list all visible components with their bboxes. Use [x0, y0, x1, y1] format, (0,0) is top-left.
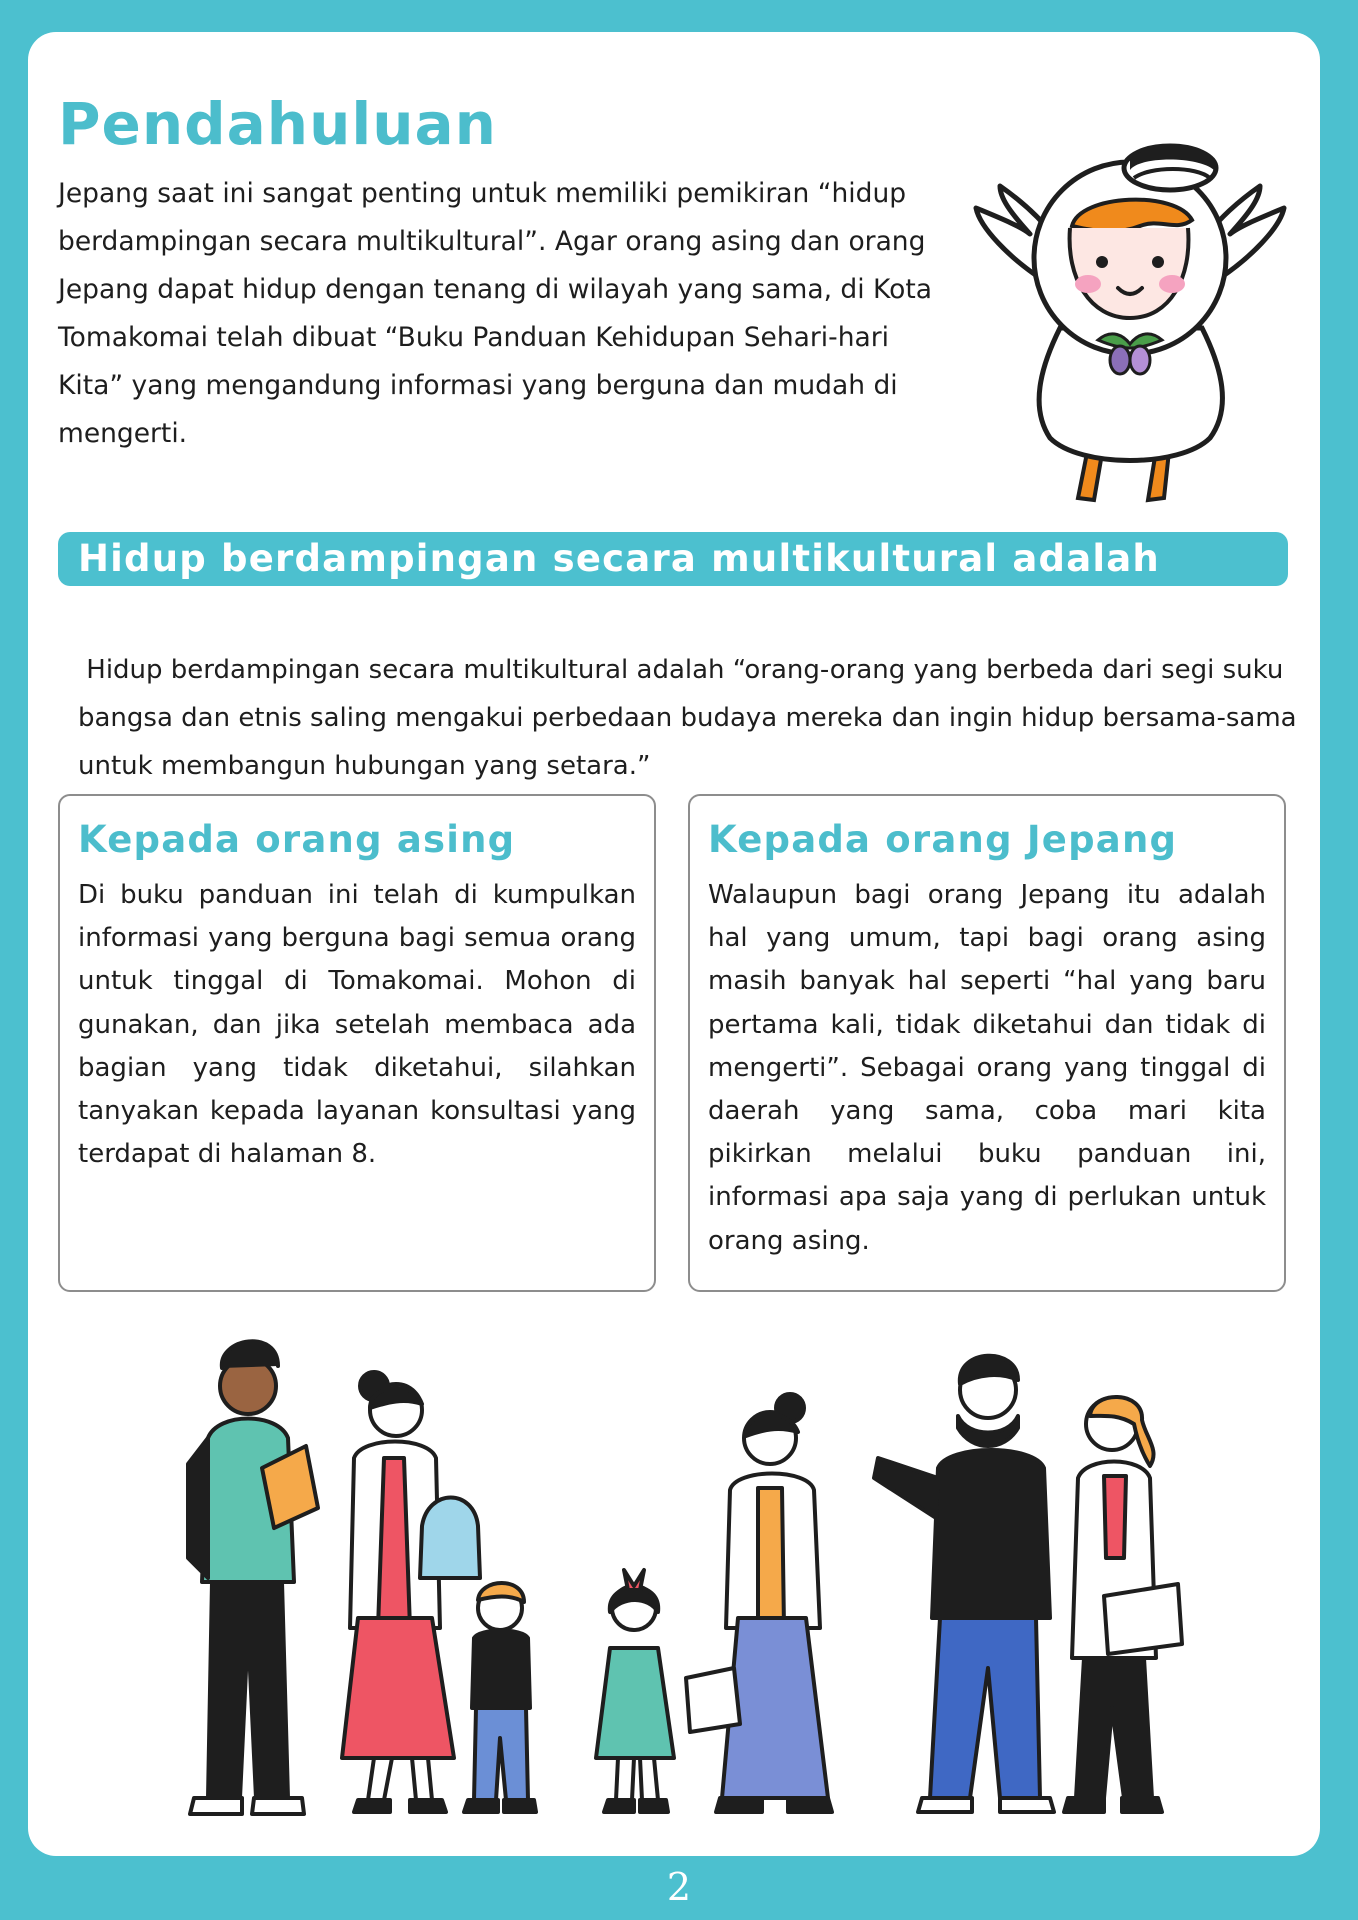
- definition-paragraph: [78, 646, 1298, 790]
- japanese-body: Walaupun bagi orang Jepang itu adalah hal yang umum, tapi bagi orang asing masih banyak hal seperti “hal yang baru pertama kali, tidak diketahui dan tidak di mengerti”. Sebagai orang yang tinggal di daerah yang sama, coba mari kita pikirkan melalui buku panduan ini, informasi apa saja yang di perlukan untuk orang asing.: [708, 880, 1266, 1256]
- japanese-box: [688, 794, 1286, 1292]
- page-card: [28, 32, 1320, 1856]
- foreigners-body: Di buku panduan ini telah di kumpulkan informasi yang berguna bagi semua orang untuk tinggal di Tomakomai. Mohon di gunakan, dan jika setelah membaca ada bagian yang tidak diketahui, silahkan tanyakan kepada layanan konsultasi yang terdapat di halaman 8.: [78, 880, 636, 1170]
- mascot-illustration: [970, 108, 1290, 518]
- definition-text: Hidup berdampingan secara multikultural adalah “orang-orang yang berbeda dari segi suku bangsa dan etnis saling mengakui perbedaan budaya mereka dan ingin hidup bersama-sama untuk membangun hubungan yang setara.”: [78, 655, 1297, 781]
- intro-paragraph: Jepang saat ini sangat penting untuk memiliki pemikiran “hidup berdampingan secara multikultural”. Agar orang asing dan orang Jepang dapat hidup dengan tenang di wilayah yang sama, di Kota Tomakomai telah dibuat “Buku Panduan Kehidupan Sehari-hari Kita” yang mengandung informasi yang berguna dan mudah di mengerti.: [58, 178, 932, 449]
- foreigners-box: [58, 794, 656, 1292]
- people-illustration: [178, 1328, 1218, 1838]
- page-number: 2: [666, 1865, 692, 1909]
- foreigners-heading: Kepada orang asing: [78, 818, 516, 861]
- page-title: Pendahuluan: [58, 90, 497, 158]
- japanese-heading: Kepada orang Jepang: [708, 818, 1178, 861]
- section-heading-band: Hidup berdampingan secara multikultural adalah: [58, 532, 1288, 586]
